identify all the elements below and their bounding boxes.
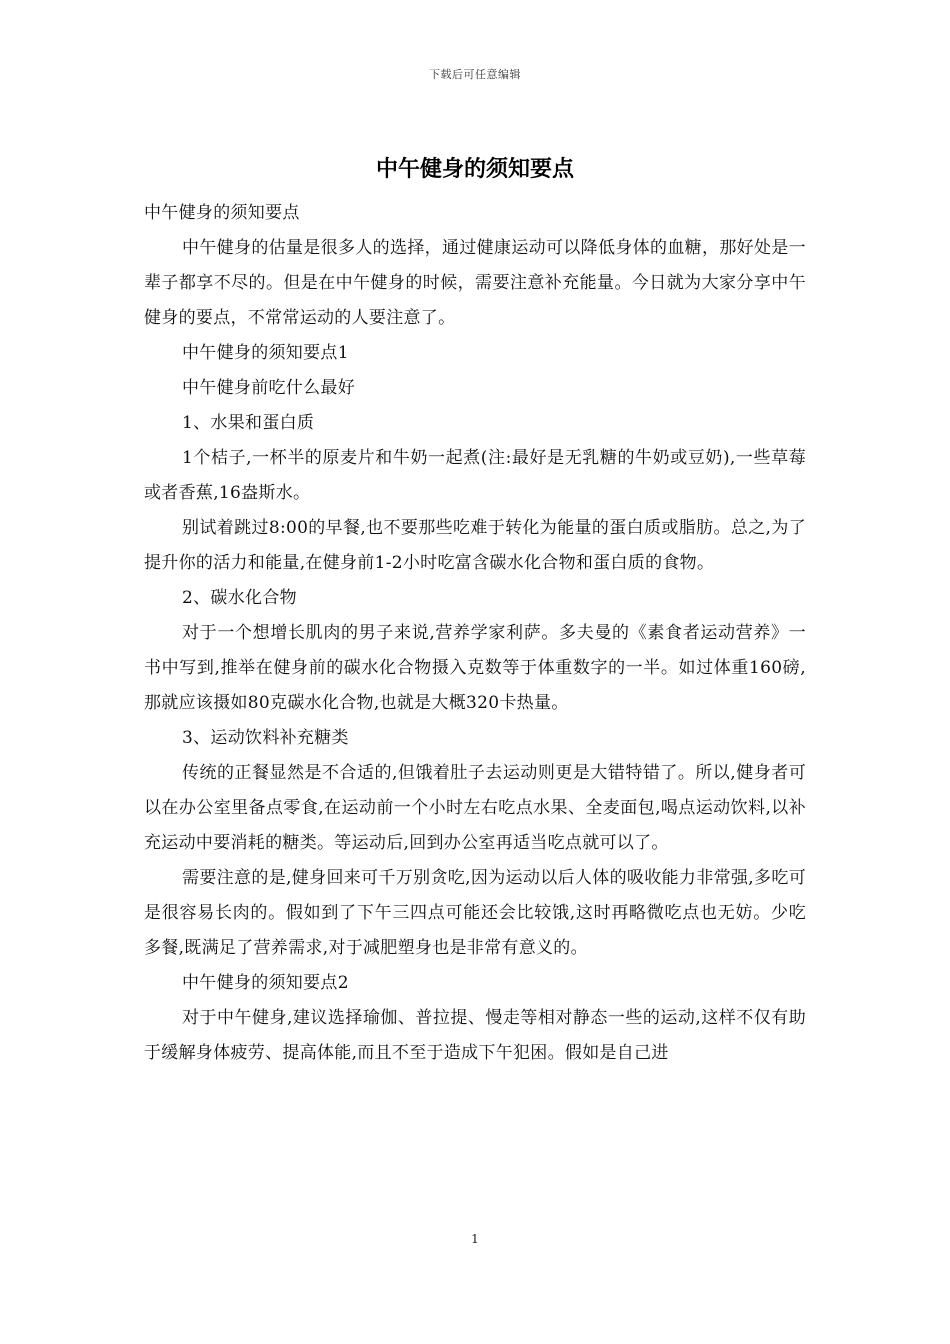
paragraph: 传统的正餐显然是不合适的,但饿着肚子去运动则更是大错特错了。所以,健身者可以在办公室里备点零食,在运动前一个小时左右吃点水果、全麦面包,喝点运动饮料,以补充运动中要消耗的糖类。等运动后,回到办公室再适当吃点就可以了。 <box>144 763 806 853</box>
paragraph: 1、水果和蛋白质 <box>182 413 315 433</box>
paragraph: 2、碳水化合物 <box>182 588 297 608</box>
document-body <box>144 196 806 1071</box>
page-header: 下载后可任意编辑 <box>429 68 521 81</box>
paragraph: 3、运动饮料补充糖类 <box>182 728 349 748</box>
paragraph: 需要注意的是,健身回来可千万别贪吃,因为运动以后人体的吸收能力非常强,多吃可是很容易长肉的。假如到了下午三四点可能还会比较饿,这时再略微吃点也无妨。少吃多餐,既满足了营养需求,对于减肥塑身也是非常有意义的。 <box>144 868 806 958</box>
paragraph: 中午健身的估量是很多人的选择，通过健康运动可以降低身体的血糖，那好处是一辈子都享不尽的。但是在中午健身的时候，需要注意补充能量。今日就为大家分享中午健身的要点，不常常运动的人要注意了。 <box>144 238 806 328</box>
paragraph: 中午健身的须知要点2 <box>182 973 349 993</box>
paragraph: 1个桔子,一杯半的原麦片和牛奶一起煮(注:最好是无乳糖的牛奶或豆奶),一些草莓或者香蕉,16盎斯水。 <box>144 448 806 503</box>
paragraph: 对于中午健身,建议选择瑜伽、普拉提、慢走等相对静态一些的运动,这样不仅有助于缓解身体疲劳、提高体能,而且不至于造成下午犯困。假如是自己进 <box>144 1008 806 1063</box>
paragraph: 中午健身前吃什么最好 <box>182 378 355 398</box>
document-title: 中午健身的须知要点 <box>375 156 574 182</box>
paragraph: 中午健身的须知要点 <box>144 203 300 223</box>
page-number: 1 <box>471 1232 479 1246</box>
paragraph: 别试着跳过8:00的早餐,也不要那些吃难于转化为能量的蛋白质或脂肪。总之,为了提升你的活力和能量,在健身前1-2小时吃富含碳水化合物和蛋白质的食物。 <box>144 518 806 573</box>
paragraph: 中午健身的须知要点1 <box>182 343 349 363</box>
paragraph: 对于一个想增长肌肉的男子来说,营养学家利萨。多夫曼的《素食者运动营养》一书中写到,推举在健身前的碳水化合物摄入克数等于体重数字的一半。如过体重160磅,那就应该摄如80克碳水化合物,也就是大概320卡热量。 <box>144 623 806 713</box>
